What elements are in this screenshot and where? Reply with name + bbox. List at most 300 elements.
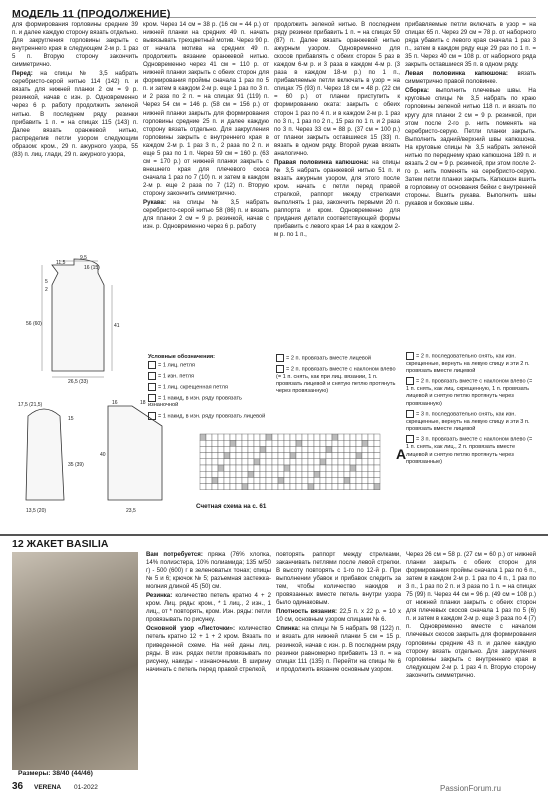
chart-cell <box>206 440 212 446</box>
legend-item <box>276 354 400 363</box>
chart-cell <box>272 484 278 490</box>
paragraph-text: на спицы № 3,5 набрать серебристо-серой нитью 114 (142) п. и вязать для нижней планки 2 см = 9 р. резинкой, начав с изн. р. Одновременно через 6 р. работу продолжить зеленой нитью. В последнем ряду резинки прибавить 1 п. = на спицах 115 (143) п. Далее вязать оранжевой нитью, распределив петли узором следующим образом: кром., 29 п. ажурного узора, 55 (83) п. лиц. глади, 29 п. ажурного узора, <box>12 70 138 158</box>
paragraph <box>146 625 271 673</box>
chart-cell <box>308 484 314 490</box>
chart-cell <box>200 440 206 446</box>
section-divider <box>0 534 548 536</box>
chart-cell <box>242 453 248 459</box>
chart-cell <box>254 446 260 452</box>
chart-cell <box>344 434 350 440</box>
stitch-symbol-icon <box>276 365 284 373</box>
chart-cell <box>320 434 326 440</box>
chart-cell <box>314 434 320 440</box>
chart-cell <box>368 453 374 459</box>
chart-cell <box>296 471 302 477</box>
chart-cell <box>356 484 362 490</box>
chart-cell <box>248 434 254 440</box>
chart-cell <box>374 446 380 452</box>
legend-text: = 1 накид, в изн. ряду провязать лицевой <box>158 413 266 420</box>
chart-cell <box>260 465 266 471</box>
chart-cell <box>230 446 236 452</box>
paragraph <box>276 625 401 673</box>
chart-cell <box>218 465 224 471</box>
chart-cell <box>290 459 296 465</box>
chart-cell <box>368 434 374 440</box>
chart-cell <box>260 471 266 477</box>
chart-cell <box>326 477 332 483</box>
text-column-2 <box>143 21 269 361</box>
chart-cell <box>326 434 332 440</box>
legend-item <box>148 372 268 381</box>
chart-cell <box>374 484 380 490</box>
chart-cell <box>350 446 356 452</box>
chart-cell <box>248 440 254 446</box>
chart-cell <box>200 465 206 471</box>
chart-cell <box>308 446 314 452</box>
chart-cell <box>332 477 338 483</box>
model-photo <box>12 552 138 770</box>
chart-cell <box>284 434 290 440</box>
paragraph <box>143 21 269 198</box>
legend-text: = 2 п. провязать вместе с наклоном влево (= 1 п. снять, как при лиц. вязании, 1 п. провязать лицевой и снятую петлю протянуть через провязанную) <box>276 366 396 395</box>
legend-text: = 3 п. провязать вместе с наклоном влево (= 1 п. снять, как лиц., 2 п. провязать вместе лицевой и снятую петлю протянуть через провязанные) <box>406 436 533 465</box>
chart-cell <box>314 459 320 465</box>
chart-cell <box>242 446 248 452</box>
paragraph <box>12 70 138 159</box>
legend-item <box>276 365 400 396</box>
chart-cell <box>254 440 260 446</box>
chart-cell <box>308 453 314 459</box>
chart-cell <box>230 434 236 440</box>
chart-cell <box>338 453 344 459</box>
chart-cell <box>272 446 278 452</box>
chart-cell <box>290 440 296 446</box>
chart-cell <box>302 471 308 477</box>
chart-cell <box>224 477 230 483</box>
chart-cell <box>344 453 350 459</box>
chart-cell <box>278 440 284 446</box>
paragraph <box>405 70 536 86</box>
text-column-4 <box>405 21 536 361</box>
legend-title: Условные обозначения: <box>148 354 216 360</box>
paragraph-heading: Левая половинка капюшона: <box>405 70 508 78</box>
chart-cell <box>344 440 350 446</box>
chart-cell <box>236 484 242 490</box>
chart-cell <box>362 434 368 440</box>
knitting-chart <box>196 430 400 500</box>
chart-cell <box>314 471 320 477</box>
chart-cell <box>248 459 254 465</box>
chart-cell <box>320 465 326 471</box>
chart-cell <box>206 484 212 490</box>
paragraph-text: 22,5 п. х 22 р. = 10 х 10 см, основным узором спицами № 6. <box>276 608 401 624</box>
paragraph-heading: Рукава: <box>143 199 166 207</box>
chart-cell <box>332 459 338 465</box>
chart-cell <box>236 459 242 465</box>
chart-cell <box>332 471 338 477</box>
paragraph-text: кром. Через 14 см = 38 р. (16 см = 44 р.) от нижней планки на средних 49 п. начать вывязывать трехцветный мотив. Через 90 р. от начала мотива на средних 49 п. продолжить вязание оранжевой нитью. Одновременно через 41 см = 110 р. от нижней планки закрыть с обеих сторон для формирования проймы сначала 1 раз по 5 п. и затем в каждом 2-м р. еще 1 раз по 3 п. и 2 раза по 2 п. = на спицах 91 (119) п. Через 54 см = 146 р. (58 см = 156 р.) от нижней планки закрыть для формирования горловины средние 25 п. и далее каждую сторону вязать отдельно. Для закругления горловины закрыть с внутреннего края в каждом 2-м р. 1 раз 3 п., 2 раза по 2 п. и еще 5 раз по 1 п. Через 59 см = 160 р. (63 см = 170 р.) от нижней планки закрыть с внешнего края для плечевого скоса сначала 1 раз по 7 (10) п. и затем в каждом 2-м р. еще 2 раза по 7 (12) п. Вторую сторону закончить симметрично. <box>143 21 269 197</box>
chart-cell <box>236 471 242 477</box>
chart-cell <box>218 434 224 440</box>
chart-cell <box>206 465 212 471</box>
chart-cell <box>314 477 320 483</box>
chart-cell <box>302 440 308 446</box>
chart-cell <box>302 434 308 440</box>
chart-cell <box>260 484 266 490</box>
chart-cell <box>278 465 284 471</box>
chart-cell <box>230 453 236 459</box>
legend-block-3 <box>406 352 536 468</box>
paragraph-heading: Вам потребуется: <box>146 551 203 558</box>
dim-label: 11,5 <box>56 260 66 266</box>
chart-cell <box>290 477 296 483</box>
chart-cell <box>290 465 296 471</box>
chart-cell <box>224 484 230 490</box>
chart-cell <box>242 440 248 446</box>
chart-cell <box>356 477 362 483</box>
chart-cell <box>338 434 344 440</box>
chart-cell <box>344 484 350 490</box>
chart-cell <box>314 453 320 459</box>
chart-cell <box>356 434 362 440</box>
chart-cell <box>218 471 224 477</box>
page-number: 36 <box>12 781 24 792</box>
chart-marker-a: A <box>396 446 407 462</box>
chart-cell <box>206 471 212 477</box>
chart-cell <box>212 440 218 446</box>
legend-item <box>406 377 536 408</box>
chart-cell <box>368 484 374 490</box>
chart-cell <box>278 484 284 490</box>
chart-cell <box>200 453 206 459</box>
chart-cell <box>362 440 368 446</box>
chart-cell <box>296 434 302 440</box>
chart-cell <box>320 446 326 452</box>
chart-cell <box>218 477 224 483</box>
chart-cell <box>242 484 248 490</box>
chart-cell <box>284 459 290 465</box>
chart-cell <box>320 453 326 459</box>
chart-cell <box>284 465 290 471</box>
chart-cell <box>230 484 236 490</box>
chart-cell <box>278 453 284 459</box>
dim-label: 26,5 (33) <box>68 379 89 385</box>
magazine-name: VERENA <box>34 784 62 791</box>
chart-cell <box>212 477 218 483</box>
chart-cell <box>260 477 266 483</box>
chart-cell <box>350 440 356 446</box>
chart-cell <box>350 484 356 490</box>
chart-cell <box>236 477 242 483</box>
chart-cell <box>350 459 356 465</box>
chart-cell <box>314 440 320 446</box>
chart-cell <box>272 453 278 459</box>
chart-cell <box>296 465 302 471</box>
chart-cell <box>284 484 290 490</box>
chart-cell <box>290 484 296 490</box>
chart-cell <box>326 453 332 459</box>
chart-cell <box>308 459 314 465</box>
chart-cell <box>272 434 278 440</box>
chart-cell <box>308 440 314 446</box>
chart-cell <box>230 440 236 446</box>
chart-cell <box>218 446 224 452</box>
chart-cell <box>260 434 266 440</box>
paragraph <box>274 159 400 239</box>
chart-cell <box>212 465 218 471</box>
chart-cell <box>272 459 278 465</box>
section2-column-3 <box>406 551 536 773</box>
paragraph-heading: Резинка: <box>146 592 173 600</box>
chart-cell <box>344 471 350 477</box>
chart-cell <box>356 465 362 471</box>
chart-cell <box>302 453 308 459</box>
chart-cell <box>362 465 368 471</box>
paragraph <box>146 592 271 624</box>
chart-cell <box>254 465 260 471</box>
chart-cell <box>242 465 248 471</box>
chart-cell <box>296 484 302 490</box>
chart-cell <box>362 459 368 465</box>
chart-cell <box>230 459 236 465</box>
chart-cell <box>290 434 296 440</box>
chart-cell <box>236 434 242 440</box>
paragraph-heading: Основной узор «Листочки»: <box>146 625 236 633</box>
paragraph <box>405 87 536 208</box>
chart-cell <box>218 484 224 490</box>
stitch-symbol-icon <box>406 352 414 360</box>
chart-caption: Счетная схема на с. 61 <box>196 503 267 510</box>
chart-cell <box>206 434 212 440</box>
chart-cell <box>200 477 206 483</box>
chart-cell <box>212 446 218 452</box>
chart-cell <box>302 459 308 465</box>
chart-cell <box>236 440 242 446</box>
chart-cell <box>284 453 290 459</box>
chart-cell <box>368 446 374 452</box>
paragraph-heading: Плотность вязания: <box>276 608 338 616</box>
page-title: МОДЕЛЬ 11 (ПРОДОЛЖЕНИЕ) <box>12 8 171 20</box>
chart-cell <box>332 440 338 446</box>
paragraph <box>146 551 271 591</box>
section2-title: 12 ЖАКЕТ BASILIA <box>12 538 109 550</box>
chart-cell <box>338 471 344 477</box>
chart-cell <box>230 477 236 483</box>
chart-cell <box>368 440 374 446</box>
chart-cell <box>338 440 344 446</box>
chart-cell <box>326 440 332 446</box>
sizes-label: Размеры: 38/40 (44/46) <box>18 770 93 777</box>
chart-cell <box>296 440 302 446</box>
stitch-symbol-icon <box>276 354 284 362</box>
paragraph <box>406 551 536 680</box>
chart-cell <box>374 453 380 459</box>
chart-cell <box>350 477 356 483</box>
chart-cell <box>278 459 284 465</box>
chart-cell <box>356 459 362 465</box>
paragraph-heading: Правая половинка капюшона: <box>274 158 369 166</box>
chart-cell <box>254 471 260 477</box>
chart-cell <box>290 453 296 459</box>
section2-column-1 <box>146 551 271 773</box>
chart-cell <box>350 471 356 477</box>
chart-cell <box>326 465 332 471</box>
chart-cell <box>242 477 248 483</box>
chart-cell <box>242 471 248 477</box>
chart-cell <box>266 477 272 483</box>
chart-cell <box>272 465 278 471</box>
chart-cell <box>260 446 266 452</box>
chart-cell <box>374 434 380 440</box>
chart-cell <box>272 477 278 483</box>
chart-cell <box>212 459 218 465</box>
legend-item <box>148 383 268 392</box>
legend-item <box>148 394 268 410</box>
chart-cell <box>254 459 260 465</box>
legend-text: = 3 п. последовательно снять, как изн. скрещенные, вернуть на левую спицу и эти 3 п. провязать вместе лицевой <box>406 411 530 433</box>
chart-cell <box>212 453 218 459</box>
chart-cell <box>284 440 290 446</box>
garment-schematic-body <box>12 255 138 385</box>
chart-cell <box>236 465 242 471</box>
chart-cell <box>248 446 254 452</box>
stitch-symbol-icon <box>148 412 156 420</box>
legend-text: = 2 п. провязать вместе с наклоном влево (= 1 п. снять, как лиц. скрещенную, 1 п. провязать лицевой и снятую петлю протянуть через провязанную) <box>406 378 533 407</box>
chart-cell <box>284 446 290 452</box>
stitch-symbol-icon <box>148 372 156 380</box>
chart-cell <box>260 459 266 465</box>
chart-cell <box>266 471 272 477</box>
chart-cell <box>284 471 290 477</box>
chart-cell <box>296 477 302 483</box>
site-watermark: PassionForum.ru <box>440 784 501 793</box>
chart-cell <box>218 440 224 446</box>
legend-item <box>148 412 268 421</box>
chart-cell <box>296 459 302 465</box>
chart-cell <box>314 484 320 490</box>
dim-label: 23,5 <box>126 508 136 514</box>
chart-cell <box>302 477 308 483</box>
dim-label: 16 (15) <box>84 265 100 271</box>
dim-label: 13,5 (20) <box>26 508 47 514</box>
chart-cell <box>338 465 344 471</box>
chart-cell <box>200 446 206 452</box>
chart-cell <box>272 440 278 446</box>
legend-text: = 1 лиц. петля <box>158 362 195 369</box>
chart-cell <box>308 465 314 471</box>
chart-cell <box>260 440 266 446</box>
chart-cell <box>350 453 356 459</box>
paragraph <box>276 551 401 607</box>
dim-label: 35 (39) <box>68 462 84 468</box>
chart-cell <box>314 446 320 452</box>
section2-column-2 <box>276 551 401 773</box>
legend-block-2 <box>276 354 400 397</box>
chart-cell <box>362 484 368 490</box>
chart-cell <box>206 477 212 483</box>
chart-cell <box>326 484 332 490</box>
chart-cell <box>320 440 326 446</box>
chart-cell <box>272 471 278 477</box>
chart-cell <box>278 434 284 440</box>
chart-cell <box>332 446 338 452</box>
paragraph <box>12 21 138 69</box>
chart-cell <box>356 440 362 446</box>
chart-cell <box>344 446 350 452</box>
legend-text: = 2 п. последовательно снять, как изн. скрещенные, вернуть на левую спицу и эти 2 п. провязать вместе лицевой <box>406 353 530 375</box>
paragraph-text: на спицы № 3,5 набрать серебристо-серой нитью 58 (86) п. и вязать для планки 2 см = 9 р. резинкой, начав с изн. р. Одновременно через 6 р. работу <box>143 199 269 231</box>
chart-cell <box>278 477 284 483</box>
chart-cell <box>368 477 374 483</box>
paragraph-text: вязать симметрично правой половинке. <box>405 70 536 86</box>
stitch-symbol-icon <box>406 435 414 443</box>
chart-cell <box>224 446 230 452</box>
chart-cell <box>200 459 206 465</box>
legend-text: = 1 изн. петля <box>158 373 195 380</box>
chart-cell <box>248 465 254 471</box>
chart-cell <box>350 434 356 440</box>
chart-cell <box>362 471 368 477</box>
legend-item <box>148 361 268 370</box>
dim-label: 2 <box>45 287 48 293</box>
dim-label: 9,5 <box>80 255 87 261</box>
chart-cell <box>296 453 302 459</box>
chart-cell <box>212 484 218 490</box>
paragraph-text: пряжа (76% хлопка, 14% полиэстера, 10% полиамида; 135 м/50 г) - 500 (600) г в зеленоватых тонах; спицы № 5 и 6; крючок № 5; разъемная застежка-молния длиной 45 (50) см. <box>146 551 271 591</box>
chart-cell <box>338 484 344 490</box>
page-footer <box>0 777 548 800</box>
chart-cell <box>326 459 332 465</box>
paragraph <box>143 199 269 231</box>
paragraph-text: на спицы № 5 набрать 98 (122) п. и вязать для нижней планки 5 см = 15 р. резинкой, начав с изн. р. В последнем ряду резинки равномерно прибавить 13 п. = на спицах 111 (135) п. Перейти на спицы № 6 и продолжить вязание основным узором. <box>276 625 401 673</box>
chart-cell <box>302 484 308 490</box>
chart-cell <box>254 453 260 459</box>
chart-cell <box>326 446 332 452</box>
chart-cell <box>332 434 338 440</box>
chart-cell <box>362 453 368 459</box>
stitch-symbol-icon <box>406 377 414 385</box>
legend-text: = 1 лиц. скрещенная петля <box>158 384 228 391</box>
chart-cell <box>320 484 326 490</box>
chart-cell <box>308 471 314 477</box>
paragraph-heading: Сборка: <box>405 87 429 95</box>
chart-cell <box>200 484 206 490</box>
chart-cell <box>224 471 230 477</box>
chart-cell <box>254 477 260 483</box>
paragraph-text: прибавляемые петли включать в узор = на спицах 65 п. Через 29 см = 78 р. от наборного ряда убавить с левого края сначала 1 раз 3 п., затем в каждом ряду еще 29 раз по 1 п. = 35 п. Через 40 см = 108 р. от наборного ряда закрыть оставшиеся 35 п. в одном ряду. <box>405 21 536 69</box>
chart-cell <box>266 459 272 465</box>
paragraph <box>405 21 536 69</box>
chart-cell <box>200 471 206 477</box>
chart-cell <box>254 484 260 490</box>
dim-label: 16 <box>112 400 118 406</box>
chart-cell <box>260 453 266 459</box>
chart-cell <box>320 471 326 477</box>
chart-cell <box>266 446 272 452</box>
chart-cell <box>326 471 332 477</box>
chart-cell <box>362 477 368 483</box>
chart-cell <box>224 465 230 471</box>
chart-cell <box>284 477 290 483</box>
chart-cell <box>332 465 338 471</box>
chart-cell <box>266 484 272 490</box>
chart-cell <box>296 446 302 452</box>
paragraph-heading: Перед: <box>12 70 33 78</box>
chart-cell <box>248 484 254 490</box>
dim-label: 41 <box>114 323 120 329</box>
chart-cell <box>320 459 326 465</box>
chart-cell <box>224 440 230 446</box>
